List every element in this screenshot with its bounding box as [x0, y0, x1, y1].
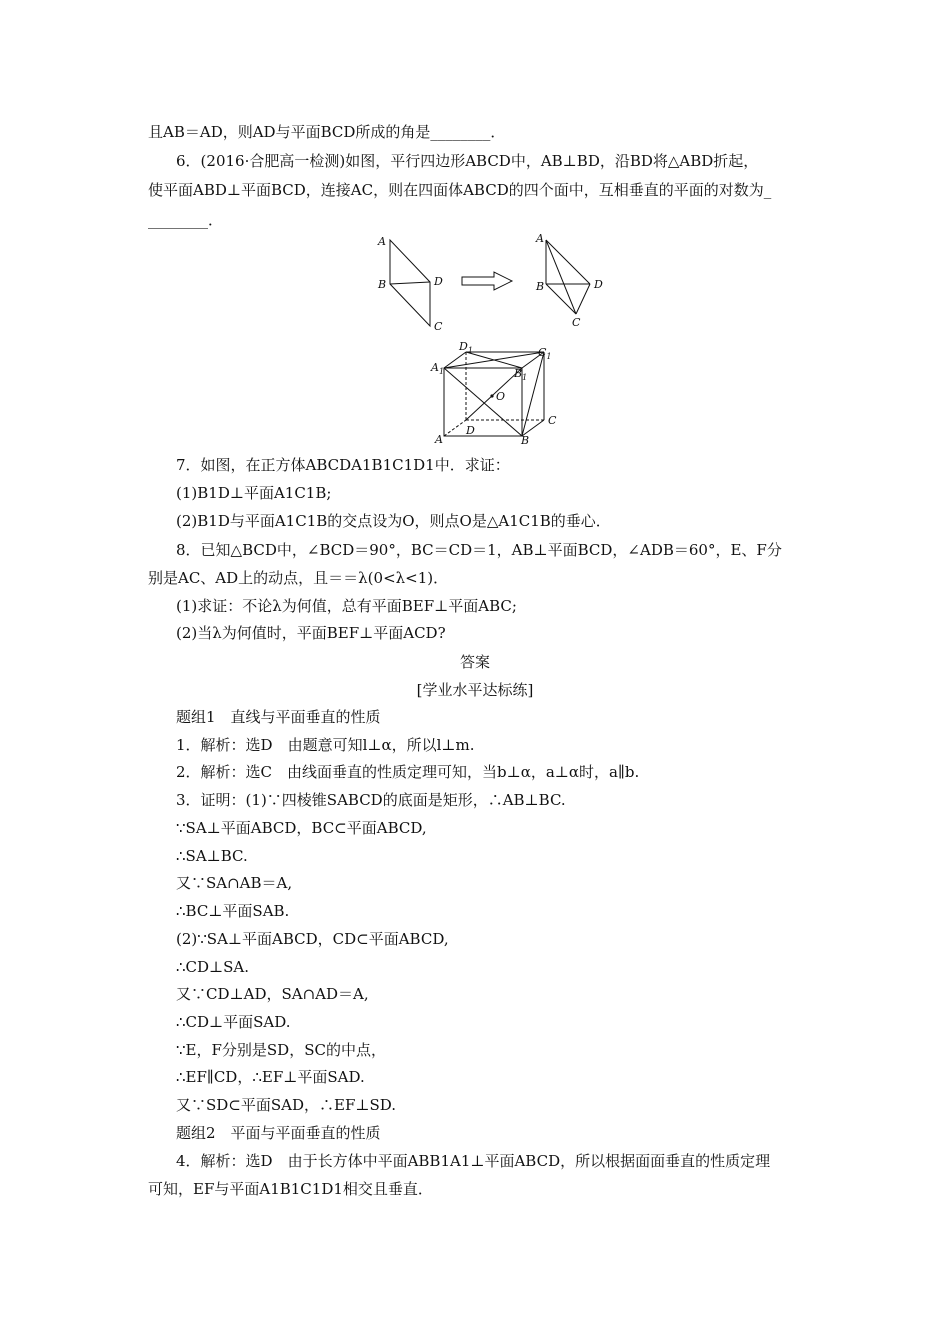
- label-b: B: [536, 280, 545, 293]
- label-c: C: [572, 316, 581, 329]
- text-line: (2)当λ为何值时，平面BEF⊥平面ACD?: [176, 624, 446, 642]
- arrow-shape: [462, 272, 512, 290]
- text-line: ∴EF∥CD，∴EF⊥平面SAD.: [176, 1068, 365, 1086]
- fold-arrow: [460, 270, 514, 292]
- label-c1: $C_1$: [538, 346, 552, 361]
- text-line: 又∵CD⊥AD，SA∩AD＝A,: [176, 985, 369, 1003]
- edge-ad: [444, 420, 466, 436]
- text-line: 可知，EF与平面A1B1C1D1相交且垂直．: [148, 1180, 433, 1198]
- label-a: A: [378, 235, 386, 248]
- label-b: B: [378, 278, 387, 291]
- edge-bc: [546, 284, 576, 314]
- text-line: ∵E，F分别是SD，SC的中点，: [176, 1041, 386, 1059]
- label-d1: $D_1$: [459, 340, 473, 355]
- edge-a1d1: [444, 352, 466, 368]
- text-line: ∴CD⊥SA.: [176, 958, 250, 976]
- text-line: (2)∵SA⊥平面ABCD，CD⊂平面ABCD,: [176, 930, 449, 948]
- label-o: O: [496, 390, 506, 403]
- text-line: (1)求证：不论λ为何值，总有平面BEF⊥平面ABC;: [176, 597, 517, 615]
- label-d: D: [466, 424, 475, 437]
- text-line: 7．如图，在正方体ABCDA1B1C1D1中．求证：: [176, 456, 510, 474]
- label-c: C: [548, 414, 557, 427]
- text-line: 6．(2016·合肥高一检测)如图，平行四边形ABCD中，AB⊥BD，沿BD将△ABD折起，: [176, 152, 759, 170]
- text-line: ∴SA⊥BC.: [176, 847, 248, 865]
- text-line: 3．证明：(1)∵四棱锥SABCD的底面是矩形，∴AB⊥BC.: [176, 791, 566, 809]
- text-line: 又∵SA∩AB＝A,: [176, 874, 293, 892]
- label-d: D: [594, 278, 603, 291]
- text-line: 4．解析：选D 由于长方体中平面ABB1A1⊥平面ABCD，所以根据面面垂直的性质定理: [176, 1152, 771, 1170]
- text-line: 且AB＝AD，则AD与平面BCD所成的角是________．: [148, 123, 506, 141]
- segment-d1b1: [466, 352, 522, 368]
- label-a: A: [435, 433, 443, 446]
- tetrahedron-figure: [530, 228, 614, 332]
- text-line: ∴BC⊥平面SAB.: [176, 902, 290, 920]
- text-line: 1．解析：选D 由题意可知l⊥α，所以l⊥m.: [176, 736, 475, 754]
- text-line: (1)B1D⊥平面A1C1B;: [176, 484, 332, 502]
- label-b1: $B_1$: [514, 367, 528, 382]
- parallelogram-figure: [372, 228, 452, 340]
- text-line: 答案: [459, 653, 490, 671]
- text-line: 别是AC、AD上的动点，且＝＝λ(0<λ<1)．: [148, 569, 449, 587]
- cube-figure: [428, 338, 558, 446]
- label-a: A: [536, 232, 544, 245]
- text-line: ________．: [148, 211, 224, 229]
- edge-ac: [546, 240, 576, 314]
- text-line: 题组2 平面与平面垂直的性质: [176, 1124, 381, 1142]
- edge-ad: [546, 240, 590, 284]
- text-line: 8．已知△BCD中，∠BCD＝90°，BC＝CD＝1，AB⊥平面BCD，∠ADB＝60°，E、F分: [176, 541, 782, 559]
- text-line: 题组1 直线与平面垂直的性质: [176, 708, 381, 726]
- text-line: 又∵SD⊂平面SAD，∴EF⊥SD.: [176, 1096, 397, 1114]
- text-line: [学业水平达标练]: [416, 681, 534, 699]
- segment-c1b: [522, 352, 544, 436]
- text-line: ∵SA⊥平面ABCD，BC⊂平面ABCD,: [176, 819, 427, 837]
- diagonal-bd: [390, 282, 430, 284]
- label-d: D: [434, 275, 443, 288]
- label-a1: $A_1$: [431, 361, 445, 376]
- label-b: B: [521, 434, 530, 446]
- text-line: 2．解析：选C 由线面垂直的性质定理可知，当b⊥α，a⊥α时，a∥b.: [176, 763, 640, 781]
- edge-dc: [576, 284, 590, 314]
- point-o: [490, 394, 493, 397]
- text-line: 使平面ABD⊥平面BCD，连接AC，则在四面体ABCD的四个面中，互相垂直的平面的对数为_: [148, 181, 772, 199]
- label-c: C: [434, 320, 443, 333]
- text-line: (2)B1D与平面A1C1B的交点设为O，则点O是△A1C1B的垂心．: [176, 512, 611, 530]
- text-line: ∴CD⊥平面SAD.: [176, 1013, 291, 1031]
